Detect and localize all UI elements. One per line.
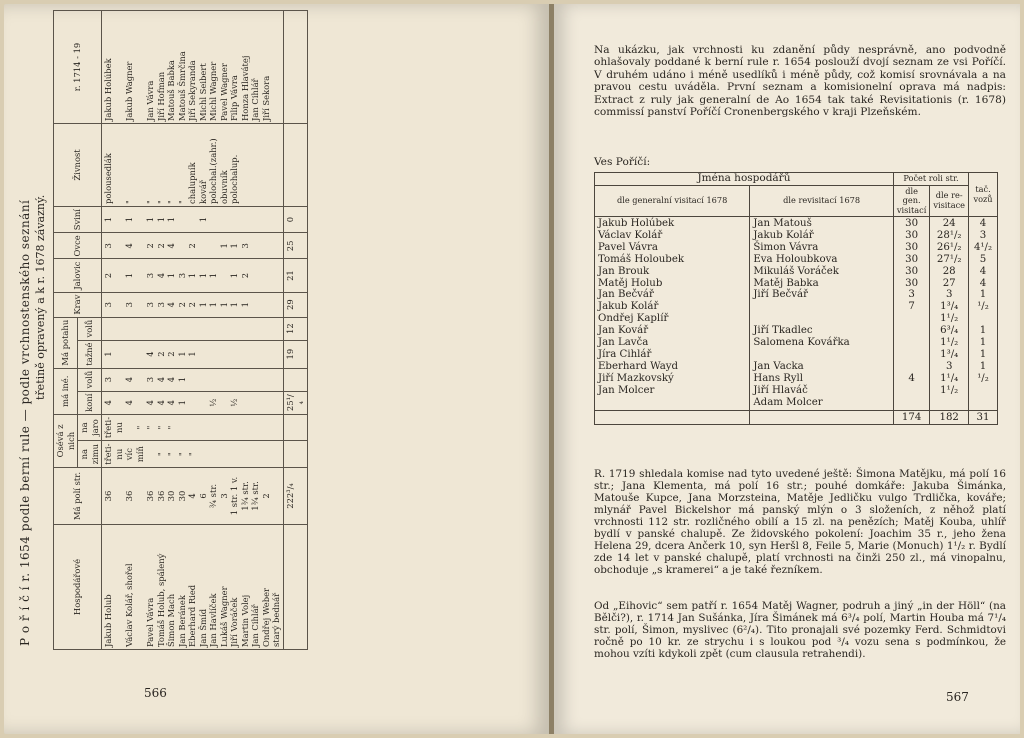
cells-hospodarove: Jakub Holub Václav Kolář, shořel Pavel Vávra Tomáš Holub, spálený Šimon Mach Jan Beránek Eberhard Ried Jan Šmíd Jan Havlíček Lukáš Wagner Jiří Voráček Martin Volej Jan Cihlář Ondřej Weber starý bednář	[102, 525, 284, 650]
fields-revisit: 24 28¹/₂ 26¹/₂ 27¹/₂ 28 27 3 1³/₄ 1¹/₂ 6³/₄ 1¹/₂ 1³/₄ 3 1¹/₄ 1¹/₂	[930, 217, 969, 411]
cells-jalovic: 2 1 3 4 1 3 1 1 1 1 2	[102, 259, 284, 292]
cells-volu: 3 4 3 4 4 1	[102, 368, 284, 391]
head-rev2: dle re- visitace	[930, 185, 969, 217]
rotated-table-block	[18, 4, 508, 650]
col-hospodarove: Hospodářové	[54, 525, 102, 650]
col-tazne-volu: volů	[78, 317, 102, 340]
village-label: Ves Poříčí:	[594, 156, 651, 168]
head-jmena: Jména hospodářů	[595, 173, 894, 186]
book-spread	[4, 4, 1020, 734]
page-number-right: 567	[946, 690, 969, 704]
paragraph-eihovic: Od „Eihovic“ sem patří r. 1654 Matěj Wagner, podruh a jiný „in der Höll“ (na Bělči?), r. 1714 Jan Sušánka, Jíra Šimánek má 6³/₄ polí, Martin Houba má 7¹/₄ str. polí, Šimon, myslivec (6²/₄). Tito pronajali své pozemky Ferd. Schmidtovi ročně po 10 kr. ze strychu i s loukou pod ³/₄ vozu sena s podmínkou, že mohou vzíti kdykoli zpět (cum clausula retrahendi).	[594, 600, 1006, 660]
col-krav: Krav	[54, 292, 102, 317]
porici-owners-table	[594, 172, 998, 425]
cells-zivnost: polousedlák " " " " " chalupník kovář polochal.(zahr.) obuvník polochalup.	[102, 124, 284, 207]
total-svini: 25	[283, 233, 307, 259]
cells-svini: 1 1 1 1 1 1	[102, 207, 284, 233]
col-oseva-group: Osévá z nich	[54, 414, 78, 467]
col-na-jaro: na jaro	[78, 414, 102, 441]
total-general: 174	[893, 410, 929, 425]
left-page	[4, 4, 549, 734]
total-krav: 12	[283, 317, 307, 340]
col-ma-poli: Má polí str.	[54, 468, 102, 525]
cells-tazne-volu	[102, 317, 284, 340]
head-vozu: tač. vozů	[969, 173, 998, 217]
cells-jaro: třeti- nu " " " "	[102, 414, 284, 441]
total-zivnost	[283, 124, 307, 207]
col-koni: koní	[78, 391, 102, 414]
total-poli: 222³/₄	[283, 468, 307, 525]
fields-general: 30 30 30 30 30 30 3 7 4	[893, 217, 929, 411]
total-revisit: 182	[930, 410, 969, 425]
head-pocet: Počet roli str.	[893, 173, 968, 186]
total-jaro	[283, 414, 307, 441]
left-table-subtitle: třetině opravený a k r. 1678 závazný.	[34, 194, 47, 400]
cells-poli: 36 36 36 36 30 30 4 6 ¾ str. 3 1 str. 1 v. 1¾ str. 1¾ str. 2	[102, 468, 284, 525]
cells-tazne: 1 4 2 2 1 1	[102, 340, 284, 368]
total-volu	[283, 368, 307, 391]
total-wagons: 31	[969, 410, 998, 425]
left-table-title: P o ř í č í r. 1654 podle berní rule — podle vrchnostenského seznání	[18, 199, 32, 646]
total-koni: 25¹/₄	[283, 391, 307, 414]
total-r1714	[283, 11, 307, 124]
col-jalovic: Jalovic	[54, 259, 102, 292]
total-tazne: 19	[283, 340, 307, 368]
col-na-zimu: na zimu	[78, 441, 102, 468]
head-gen2: dle gen. visitací	[893, 185, 929, 217]
col-tazne: tažné	[78, 340, 102, 368]
total-label-cell	[283, 525, 307, 650]
cells-r1714: Jakub Holúbek Jakub Wagner Jan Vávra Jiří Hofman Matouš Babka Matouš Šmrčina Jiří Sekyranda Michl Seibert Michl Wagner Pavel Wagner Filip Vávra Honza Hlaváte̲j Jan Cihlář Jiří Sekora	[102, 11, 284, 124]
intro-paragraph: Na ukázku, jak vrchnosti ku zdanění půdy nesprávně, ano podvodně ohlašovaly poddané k berní rule r. 1654 poslouží dvojí seznam ze vsi Poříčí. V druhém udáno i méně usedlíků i méně půdy, což komisí srovnávala a na pravou cestu uváděla. První seznam a komisionelní oprava má nadpis: Extract z ruly jak generalní de Ao 1654 tak také Revisitationis (r. 1678) commissí panství Poříčí Cronenbergského v kraji Plzeňském.	[594, 44, 1006, 119]
total-empty-1	[595, 410, 750, 425]
page-number-left: 566	[144, 686, 167, 700]
paragraph-1719: R. 1719 shledala komise nad tyto uvedené ještě: Šimona Matějku, má polí 16 str.; Jana Klementa, má polí 16 str.; pouhé domkáře: Jakuba Šimánka, Matouše Kupce, Jana Morzsteina, Matěje Jedličku vulgo Trdlička, kováře; mlynář Pavel Bickelshor má panský mlýn o 3 složeních, z něhož platí vrchnosti 112 str. rozličného obilí a 15 zl. na penězích; Matěj Kouba, uhlíř bydlí v panské chalupě. Ze židovského pokolení: Joachim 35 r., jeho žena Helena 29, dcera Ančerk 10, syn Heršl 8, Feile 5, Marie (Monuch) 1¹/₂ r. Bydlí zde 14 let v panské chalupě, platí vrchnosti na činži 250 zl., má vinopalnu, obchoduje „s kramerei“ a je také řezníkem.	[594, 468, 1006, 576]
cells-koni: 4 4 4 4 4 1 ½ ½	[102, 391, 284, 414]
names-general: Jakub Holúbek Václav Kolář Pavel Vávra Tomáš Holoubek Jan Brouk Matěj Holub Jan Bečvář Jakub Kolář Ondřej Kaplíř Jan Kovář Jan Lavča Jíra Cihlář Eberhard Wayd Jiří Mazkovský Jan Molcer	[595, 217, 750, 411]
right-page	[554, 4, 1020, 734]
col-zivnost: Živnost	[54, 124, 102, 207]
cells-zimu: třeti- nu víc míň " " " "	[102, 441, 284, 468]
farmers-table-1654	[53, 10, 308, 650]
total-jalovic: 29	[283, 292, 307, 317]
names-revisit: Jan Matouš Jakub Kolář Šimon Vávra Eva Holoubkova Mikuláš Voráček Matěj Babka Jiří Bečvář Jiří Tkadlec Salomena Kovářka Jan Vacka Hans Ryll Jiří Hlaváč Adam Molcer	[750, 217, 894, 411]
col-ovce: Ovce	[54, 233, 102, 259]
col-potah-group: Má potahu	[54, 317, 78, 368]
cells-krav: 3 3 3 3 4 2 2 1 1 1 1 1	[102, 292, 284, 317]
total-extra: 0	[283, 207, 307, 233]
col-svini: Sviní	[54, 207, 102, 233]
total-empty-2	[750, 410, 894, 425]
head-gen: dle generalní visitací 1678	[595, 185, 750, 217]
total-zimu	[283, 441, 307, 468]
col-volu: volů	[78, 368, 102, 391]
col-ma-ine-group: má iné.	[54, 368, 78, 414]
wagons: 4 3 4¹/₂ 5 4 4 1 ¹/₂ 1 1 1 1 ¹/₂	[969, 217, 998, 411]
head-rev: dle revisitací 1678	[750, 185, 894, 217]
total-ovce: 21	[283, 259, 307, 292]
cells-ovce: 3 4 2 2 4 2 1 1 3	[102, 233, 284, 259]
col-r1714: r. 1714 - 19	[54, 11, 102, 124]
